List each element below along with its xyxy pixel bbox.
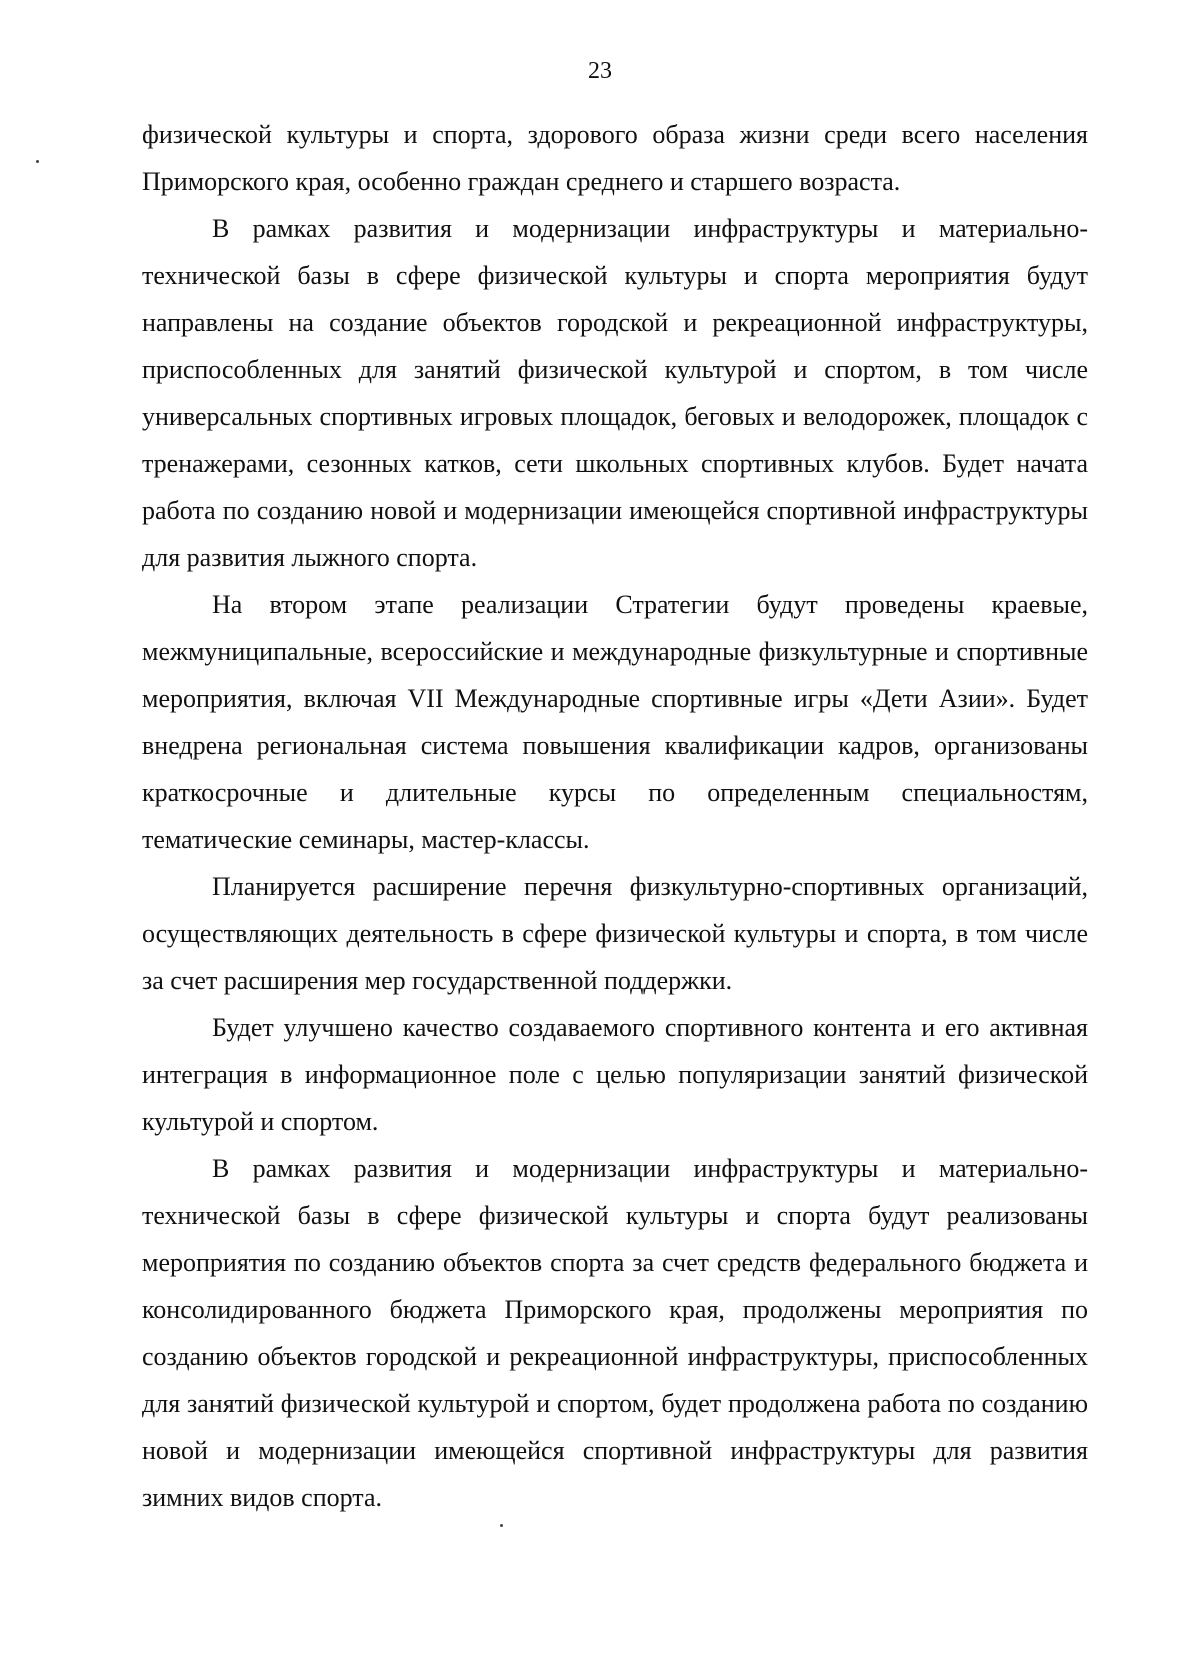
paragraph-continuation: физической культуры и спорта, здорового образа жизни среди всего населения Приморского края, особенно граждан среднего и старшего возраста. [142,120,1088,196]
page-number: 23 [588,58,612,84]
paragraph-sports-content: Будет улучшено качество создаваемого спортивного контента и его активная интеграция в информационное поле с целью популяризации занятий физической культурой и спортом. [142,1013,1088,1136]
document-body [142,111,1088,1521]
paragraph-organizations-expansion: Планируется расширение перечня физкультурно-спортивных организаций, осуществляющих деятельность в сфере физической культуры и спорта, в том числе за счет расширения мер государственной поддержки. [142,872,1088,995]
scan-speck [500,1524,503,1527]
paragraph-second-stage-events: На втором этапе реализации Стратегии будут проведены краевые, межмуниципальные, всероссийские и международные физкультурные и спортивные мероприятия, включая VII Международные спортивные игры «Дети Азии». Будет внедрена региональная система повышения квалификации кадров, организованы краткосрочные и длительные курсы по определенным специальностям, тематические семинары, мастер-классы. [142,590,1088,854]
paragraph-infrastructure-second-stage: В рамках развития и модернизации инфраструктуры и материально-технической базы в сфере физической культуры и спорта будут реализованы мероприятия по созданию объектов спорта за счет средств федерального бюджета и консолидированного бюджета Приморского края, продолжены мероприятия по созданию объектов городской и рекреационной инфраструктуры, приспособленных для занятий физической культурой и спортом, будет продолжена работа по созданию новой и модернизации имеющейся спортивной инфраструктуры для развития зимних видов спорта. [142,1154,1088,1512]
paragraph-infrastructure-first-stage: В рамках развития и модернизации инфраструктуры и материально-технической базы в сфере физической культуры и спорта мероприятия будут направлены на создание объектов городской и рекреационной инфраструктуры, приспособленных для занятий физической культурой и спортом, в том числе универсальных спортивных игровых площадок, беговых и велодорожек, площадок с тренажерами, сезонных катков, сети школьных спортивных клубов. Будет начата работа по созданию новой и модернизации имеющейся спортивной инфраструктуры для развития лыжного спорта. [142,214,1088,572]
scan-speck [36,160,39,163]
